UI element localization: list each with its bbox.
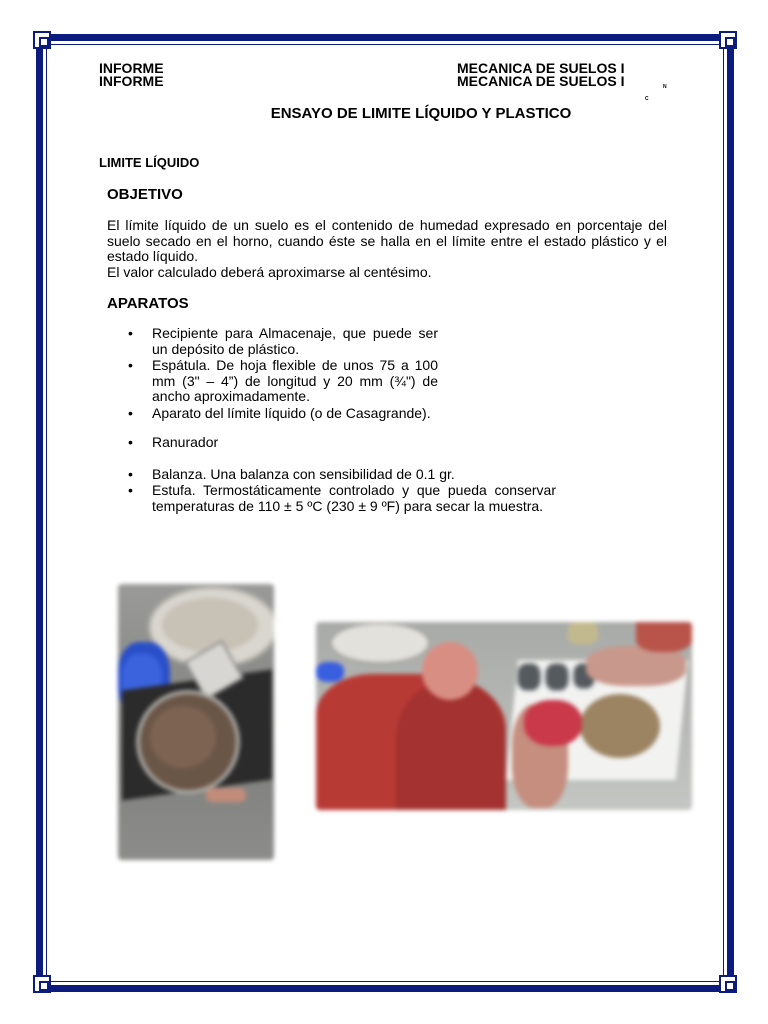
photo-sample-preparation <box>316 622 692 810</box>
bullet-marker: • <box>128 405 133 421</box>
header-left-line: INFORME <box>99 60 164 76</box>
objetivo-heading: OBJETIVO <box>107 186 183 203</box>
list-item-text: Espátula. De hoja flexible de unos 75 a 100 mm (3" – 4”) de longitud y 20 mm (¾") de ancho aproximadamente. <box>152 357 438 404</box>
bullet-marker: • <box>128 434 133 450</box>
objetivo-paragraph: El límite líquido de un suelo es el contenido de humedad expresado en porcentaje del suelo secado en el horno, cuando éste se halla en el límite entre el estado plástico y el estado líquido. <box>107 217 667 264</box>
header-mark: N <box>663 84 667 90</box>
list-item-text: Estufa. Termostáticamente controlado y que pueda conservar temperaturas de 110 ± 5 ºC (230 ± 9 ºF) para secar la muestra. <box>152 482 556 514</box>
bullet-marker: • <box>128 466 133 482</box>
corner-ornament <box>33 31 51 49</box>
bullet-marker: • <box>128 325 133 341</box>
objetivo-paragraph: El valor calculado deberá aproximarse al centésimo. <box>107 263 432 280</box>
bullet-marker: • <box>128 357 133 373</box>
objetivo-text <box>107 218 667 280</box>
corner-ornament <box>719 975 737 993</box>
header-mark: C <box>645 96 649 102</box>
corner-ornament <box>719 31 737 49</box>
list-item-text: Recipiente para Almacenaje, que puede ser un depósito de plástico. <box>152 325 438 357</box>
corner-ornament <box>33 975 51 993</box>
aparatos-heading: APARATOS <box>107 295 189 312</box>
header-right-line: MECANICA DE SUELOS I <box>457 60 625 76</box>
list-item-text: Aparato del límite líquido (o de Casagrande). <box>152 405 431 421</box>
header-left-line: INFORME <box>99 73 164 89</box>
photo-casagrande-apparatus <box>118 584 274 860</box>
section-subheading: LIMITE LÍQUIDO <box>99 155 200 170</box>
bullet-marker: • <box>128 482 133 498</box>
list-item-text: Ranurador <box>152 434 219 450</box>
list-item-text: Balanza. Una balanza con sensibilidad de 0.1 gr. <box>152 466 455 482</box>
document-title: ENSAYO DE LIMITE LÍQUIDO Y PLASTICO <box>270 105 572 122</box>
header-left <box>99 62 164 88</box>
header-right <box>457 62 625 88</box>
header-right-line: MECANICA DE SUELOS I <box>457 73 625 89</box>
